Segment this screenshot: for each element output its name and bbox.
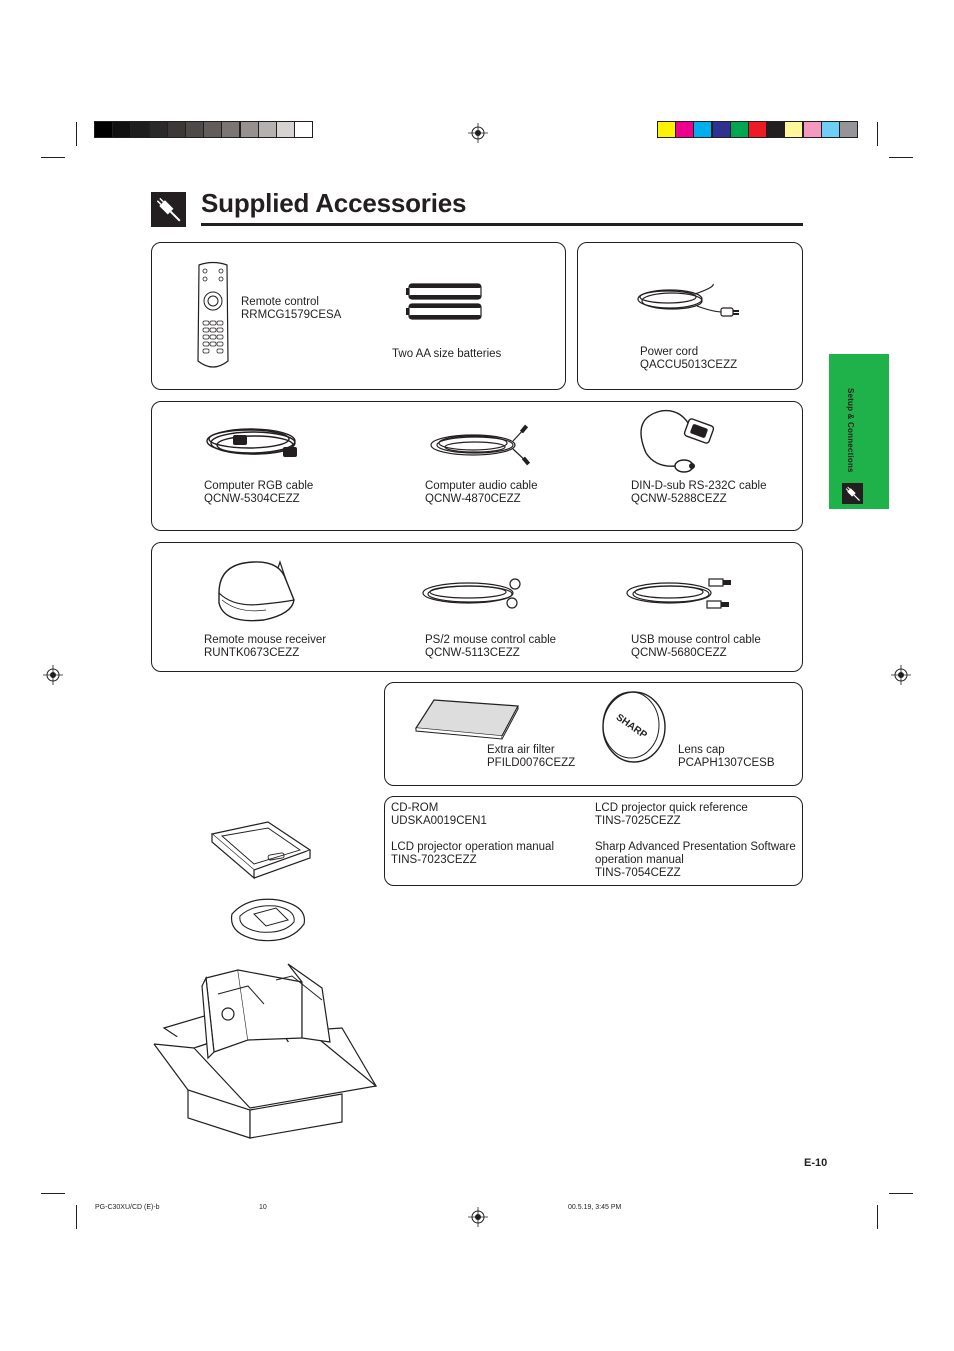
color-swatch xyxy=(749,122,766,137)
registration-mark-icon xyxy=(43,665,63,685)
registration-mark-icon xyxy=(468,1207,488,1227)
part-number: RRMCG1579CESA xyxy=(241,309,342,321)
item-name: Lens cap xyxy=(678,744,725,756)
part-number: TINS-7023CEZZ xyxy=(391,854,477,866)
color-swatch xyxy=(241,122,258,137)
color-swatch xyxy=(113,122,130,137)
part-number: QCNW-5113CEZZ xyxy=(425,647,520,659)
color-swatch xyxy=(731,122,748,137)
color-swatch xyxy=(840,122,857,137)
footer-file: PG-C30XU/CD (E)-b xyxy=(95,1204,160,1211)
color-swatch xyxy=(676,122,693,137)
ps2-cable-label xyxy=(425,634,556,660)
color-swatch xyxy=(713,122,730,137)
title-underline xyxy=(201,223,803,226)
crop-mark xyxy=(41,157,65,158)
part-number: QCNW-5288CEZZ xyxy=(631,493,727,505)
color-swatch xyxy=(222,122,239,137)
item-name: Power cord xyxy=(640,346,699,358)
lens-cap-brand: SHARP xyxy=(613,712,649,742)
rs232-cable-icon xyxy=(636,408,721,474)
page-title: Supplied Accessories xyxy=(201,188,467,218)
color-swatch xyxy=(694,122,711,137)
lens-cap-label xyxy=(678,744,775,770)
ps2-cable-icon xyxy=(420,577,525,611)
crop-mark xyxy=(889,1193,913,1194)
item-name: PS/2 mouse control cable xyxy=(425,634,557,646)
color-swatch xyxy=(150,122,167,137)
color-swatch xyxy=(277,122,294,137)
packaging-insert-icon xyxy=(228,896,308,944)
plug-icon xyxy=(151,192,186,227)
item-name: USB mouse control cable xyxy=(631,634,761,646)
part-number: PFILD0076CEZZ xyxy=(487,757,576,769)
color-swatch xyxy=(822,122,839,137)
color-swatch xyxy=(204,122,221,137)
air-filter-label xyxy=(487,744,575,770)
packaging-box-icon xyxy=(152,960,380,1142)
battery-icon xyxy=(406,282,484,322)
crop-mark xyxy=(76,1205,77,1229)
color-swatch xyxy=(168,122,185,137)
color-calibration-strip xyxy=(658,122,858,138)
mouse-receiver-label xyxy=(204,634,326,660)
crop-mark xyxy=(877,122,878,146)
crop-mark xyxy=(41,1193,65,1194)
item-name: CD-ROM xyxy=(391,802,439,814)
color-swatch xyxy=(804,122,821,137)
color-swatch xyxy=(785,122,802,137)
remote-control-icon xyxy=(195,261,231,372)
batteries-label: Two AA size batteries xyxy=(392,348,502,360)
color-swatch xyxy=(186,122,203,137)
item-name: LCD projector quick reference xyxy=(595,802,748,814)
item-name: DIN-D-sub RS-232C cable xyxy=(631,480,767,492)
mouse-receiver-icon xyxy=(214,558,296,624)
crop-mark xyxy=(76,122,77,146)
audio-cable-label xyxy=(425,480,538,506)
gray-calibration-strip xyxy=(95,122,295,138)
part-number: QCNW-5304CEZZ xyxy=(204,493,300,505)
part-number: QACCU5013CEZZ xyxy=(640,359,738,371)
page-number: E-10 xyxy=(804,1157,828,1169)
crop-mark xyxy=(877,1205,878,1229)
power-cord-icon xyxy=(635,282,740,327)
rgb-cable-icon xyxy=(203,423,308,465)
part-number: TINS-7025CEZZ xyxy=(595,815,681,827)
item-name-cont: operation manual xyxy=(595,854,684,866)
remote-control-label xyxy=(241,296,341,322)
color-swatch xyxy=(767,122,784,137)
air-filter-icon xyxy=(414,696,522,738)
part-number: PCAPH1307CESB xyxy=(678,757,775,769)
color-swatch xyxy=(95,122,112,137)
item-name: Computer RGB cable xyxy=(204,480,314,492)
lens-cap-icon xyxy=(600,689,666,763)
part-number: TINS-7054CEZZ xyxy=(595,867,681,879)
plug-icon xyxy=(842,483,863,504)
part-number: QCNW-5680CEZZ xyxy=(631,647,727,659)
registration-mark-icon xyxy=(468,123,488,143)
item-name: Computer audio cable xyxy=(425,480,538,492)
item-name: Sharp Advanced Presentation Software xyxy=(595,841,796,853)
usb-cable-label xyxy=(631,634,761,660)
registration-mark-icon xyxy=(891,665,911,685)
rgb-cable-label xyxy=(204,480,313,506)
packaging-tray-icon xyxy=(208,820,313,880)
footer-page: 10 xyxy=(259,1204,267,1211)
software-manual-label xyxy=(595,841,796,880)
part-number: RUNTK0673CEZZ xyxy=(204,647,300,659)
crop-mark xyxy=(889,157,913,158)
audio-cable-icon xyxy=(428,423,533,465)
quick-reference-label xyxy=(595,802,748,828)
item-name: Remote control xyxy=(241,296,319,308)
rs232-cable-label xyxy=(631,480,767,506)
color-swatch xyxy=(259,122,276,137)
color-swatch xyxy=(658,122,675,137)
footer-date: 00.5.19, 3:45 PM xyxy=(568,1204,622,1211)
operation-manual-label xyxy=(391,841,554,867)
item-name: LCD projector operation manual xyxy=(391,841,555,853)
section-tab-label: Setup & Connections xyxy=(846,388,855,473)
part-number: QCNW-4870CEZZ xyxy=(425,493,521,505)
part-number: UDSKA0019CEN1 xyxy=(391,815,487,827)
color-swatch xyxy=(131,122,148,137)
item-name: Remote mouse receiver xyxy=(204,634,327,646)
usb-cable-icon xyxy=(624,577,739,611)
cdrom-label xyxy=(391,802,487,828)
color-swatch xyxy=(295,122,312,137)
power-cord-label xyxy=(640,346,737,372)
item-name: Extra air filter xyxy=(487,744,555,756)
